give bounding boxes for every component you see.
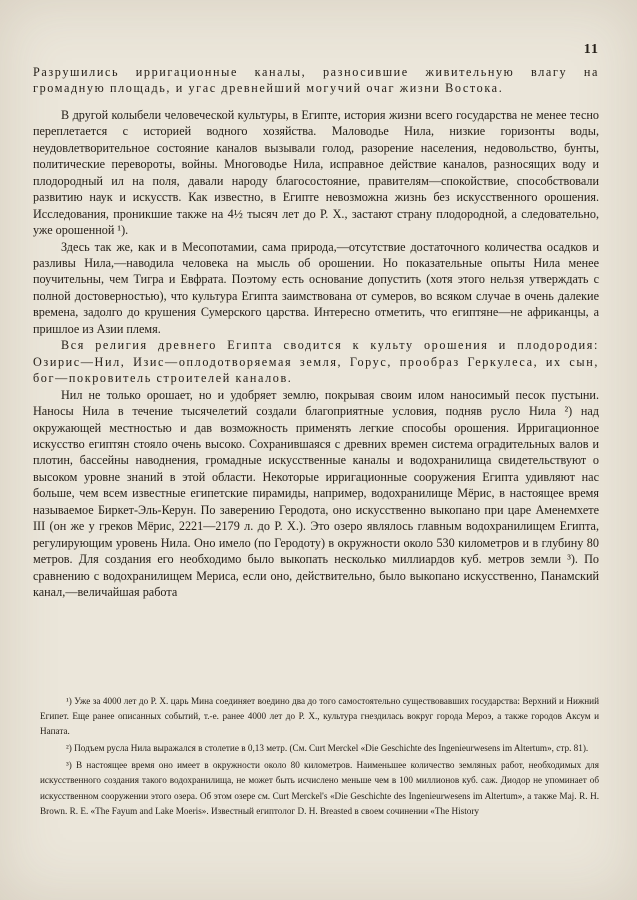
footnote-3: ³) В настоящее время оно имеет в окружности около 80 километров. Наименьшее количество земляных работ, необходимых для искусственного создания такого водохранилища, не может быть исчислено меньше чем в 100 миллионов куб. саж. Диодор не упоминает об искусственном сооружении этого озера. Об этом озере см. Curt Merckel's «Die Geschichte des Ingenieurwesens im Altertum», а также Maj. R. H. Brown. R. E. «The Fayum and Lake Moeris». Известный египтолог D. H. Breasted в своем сочинении «The History: [40, 760, 599, 816]
footnotes: [40, 694, 599, 821]
paragraph-1: Разрушились ирригационные каналы, разносившие живительную влагу на громадную площадь, и угас древнейший могучий очаг жизни Востока.: [33, 65, 599, 96]
footnote-2: ²) Подъем русла Нила выражался в столетие в 0,13 метр. (См. Curt Merckel «Die Geschichte des Ingenieurwesens im Altertum», стр. 81).: [66, 743, 589, 754]
paragraph-4: Вся религия древнего Египта сводится к культу орошения и плодородия: Озирис—Нил, Изис—оплодотворяемая земля, Горус, прообраз Геркулеса, их сын, бог—покровитель строителей каналов.: [33, 338, 599, 386]
body-text: [33, 64, 599, 601]
paragraph-3: Здесь так же, как и в Месопотамии, сама природа,—отсутствие достаточного количества осадков и разливы Нила,—наводила человека на мысль об орошении. Но показательные опыты Нила менее поучительны, чем Тигра и Евфрата. Поэтому есть основание допустить (хотя этого нельзя утверждать с полной достоверностью), что культура Египта заимствована от сумеров, во всяком случае в очень далекие времена, задолго до крушения Сумерского царства. Интересно отметить, что египтяне—не африканцы, а пришлое из Азии племя.: [33, 239, 599, 336]
paragraph-5: Нил не только орошает, но и удобряет землю, покрывая своим илом наносимый песок пустыни. Наносы Нила в течение тысячелетий создали благоприятные условия, подняв русло Нила ²) над окружающей местностью и дав возможность применять легкие способы орошения. Ирригационное искусство египтян стояло очень высоко. Сохранившаяся с древних времен система оградительных валов и плотин, бассейны наводнения, громадные искусственные каналы и водохранилища свидетельствуют о высоком уровне знаний в этой области. Некоторые ирригационные сооружения Египта удивляют нас больше, чем всем известные египетские пирамиды, например, водохранилище Мёрис, в настоящее время называемое Биркет-Эль-Керун. По заверению Геродота, оно искусственно выкопано при царе Аменемхете III (он же у греков Мёрис, 2221—2179 л. до Р. Х.). Это озеро являлось главным водохранилищем Египта, регулирующим уровень Нила. Оно имело (по Геродоту) в окружности около 530 километров и в глубину 80 метров. Для создания его необходимо было выкопать несколько миллиардов куб. метров земли ³). По сравнению с водохранилищем Мериса, если оно, действительно, было выкопано искусственно, Панамский канал,—величайшая работа: [33, 387, 599, 600]
paragraph-2: В другой колыбели человеческой культуры, в Египте, история жизни всего государства не менее тесно переплетается с историей водного хозяйства. Маловодье Нила, низкие горизонты воды, неудовлетворительное состояние каналов вызывали голод, разорение населения, недовольство, бунты, политические перевороты, войны. Многоводье Нила, исправное действие каналов, разносящих воду и плодородный ил на поля, давали народу благосостояние, правителям—спокойствие, способствовали развитию наук и искусств. Как известно, в Египте невозможна жизнь без искусственного орошения. Исследования, проникшие также на 4½ тысяч лет до Р. Х., застают страну плодородной, а следовательно, уже орошенной ¹).: [33, 107, 599, 238]
footnote-1: ¹) Уже за 4000 лет до Р. Х. царь Мина соединяет воедино два до того самостоятельно существовавших государства: Верхний и Нижний Египет. Еще ранее описанных событий, т.-е. ранее 4000 лет до Р. Х., культура гнездилась вокруг города Мероэ, а также городов Аксум и Напата.: [40, 696, 599, 737]
page-number: 11: [583, 42, 599, 57]
